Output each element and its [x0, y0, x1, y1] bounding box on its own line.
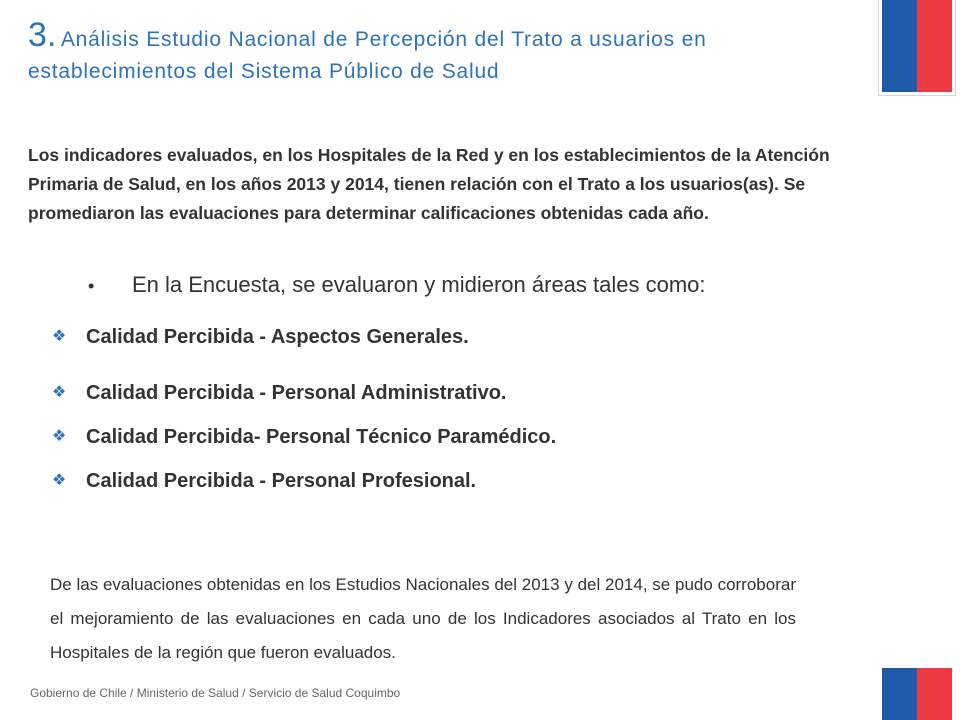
flag-red-band: [917, 0, 952, 92]
footer-text: Gobierno de Chile / Ministerio de Salud / Servicio de Salud Coquimbo: [30, 686, 401, 700]
title-number: 3.: [28, 16, 57, 54]
flag-red-band: [917, 668, 952, 720]
area-label: Calidad Percibida - Personal Profesional.: [86, 470, 477, 492]
list-item: [52, 382, 506, 405]
main-bullet: [88, 272, 706, 298]
flag-blue-band: [882, 668, 917, 720]
conclusion-paragraph: De las evaluaciones obtenidas en los Estudios Nacionales del 2013 y del 2014, se pudo corroborar el mejoramiento de las evaluaciones en cada uno de los Indicadores asociados al Trato en los Hospitales de la región que fueron evaluados.: [50, 575, 796, 662]
chile-flag-logo-bottom: [882, 668, 952, 720]
chile-flag-logo-top: [882, 0, 952, 92]
list-item: [52, 326, 469, 349]
bullet-dot-icon: •: [88, 276, 95, 296]
list-item: [52, 426, 556, 449]
intro-paragraph: Los indicadores evaluados, en los Hospitales de la Red y en los establecimientos de la Atención Primaria de Salud, en los años 2013 y 2014, tienen relación con el Trato a los usuarios(as). Se promediaron las evaluaciones para determinar calificaciones obtenidas cada año.: [28, 145, 830, 223]
area-label: Calidad Percibida - Aspectos Generales.: [86, 326, 469, 348]
diamond-bullet-icon: ❖: [52, 384, 67, 401]
area-label: Calidad Percibida- Personal Técnico Paramédico.: [86, 426, 557, 448]
diamond-bullet-icon: ❖: [52, 328, 67, 345]
flag-blue-band: [882, 0, 917, 92]
slide-title: [28, 16, 868, 89]
area-label: Calidad Percibida - Personal Administrativo.: [86, 382, 507, 404]
title-text: Análisis Estudio Nacional de Percepción del Trato a usuarios en establecimientos del Sistema Público de Salud: [28, 28, 707, 83]
diamond-bullet-icon: ❖: [52, 472, 67, 489]
diamond-bullet-icon: ❖: [52, 428, 67, 445]
list-item: [52, 470, 476, 493]
main-bullet-text: En la Encuesta, se evaluaron y midieron áreas tales como:: [132, 272, 706, 297]
